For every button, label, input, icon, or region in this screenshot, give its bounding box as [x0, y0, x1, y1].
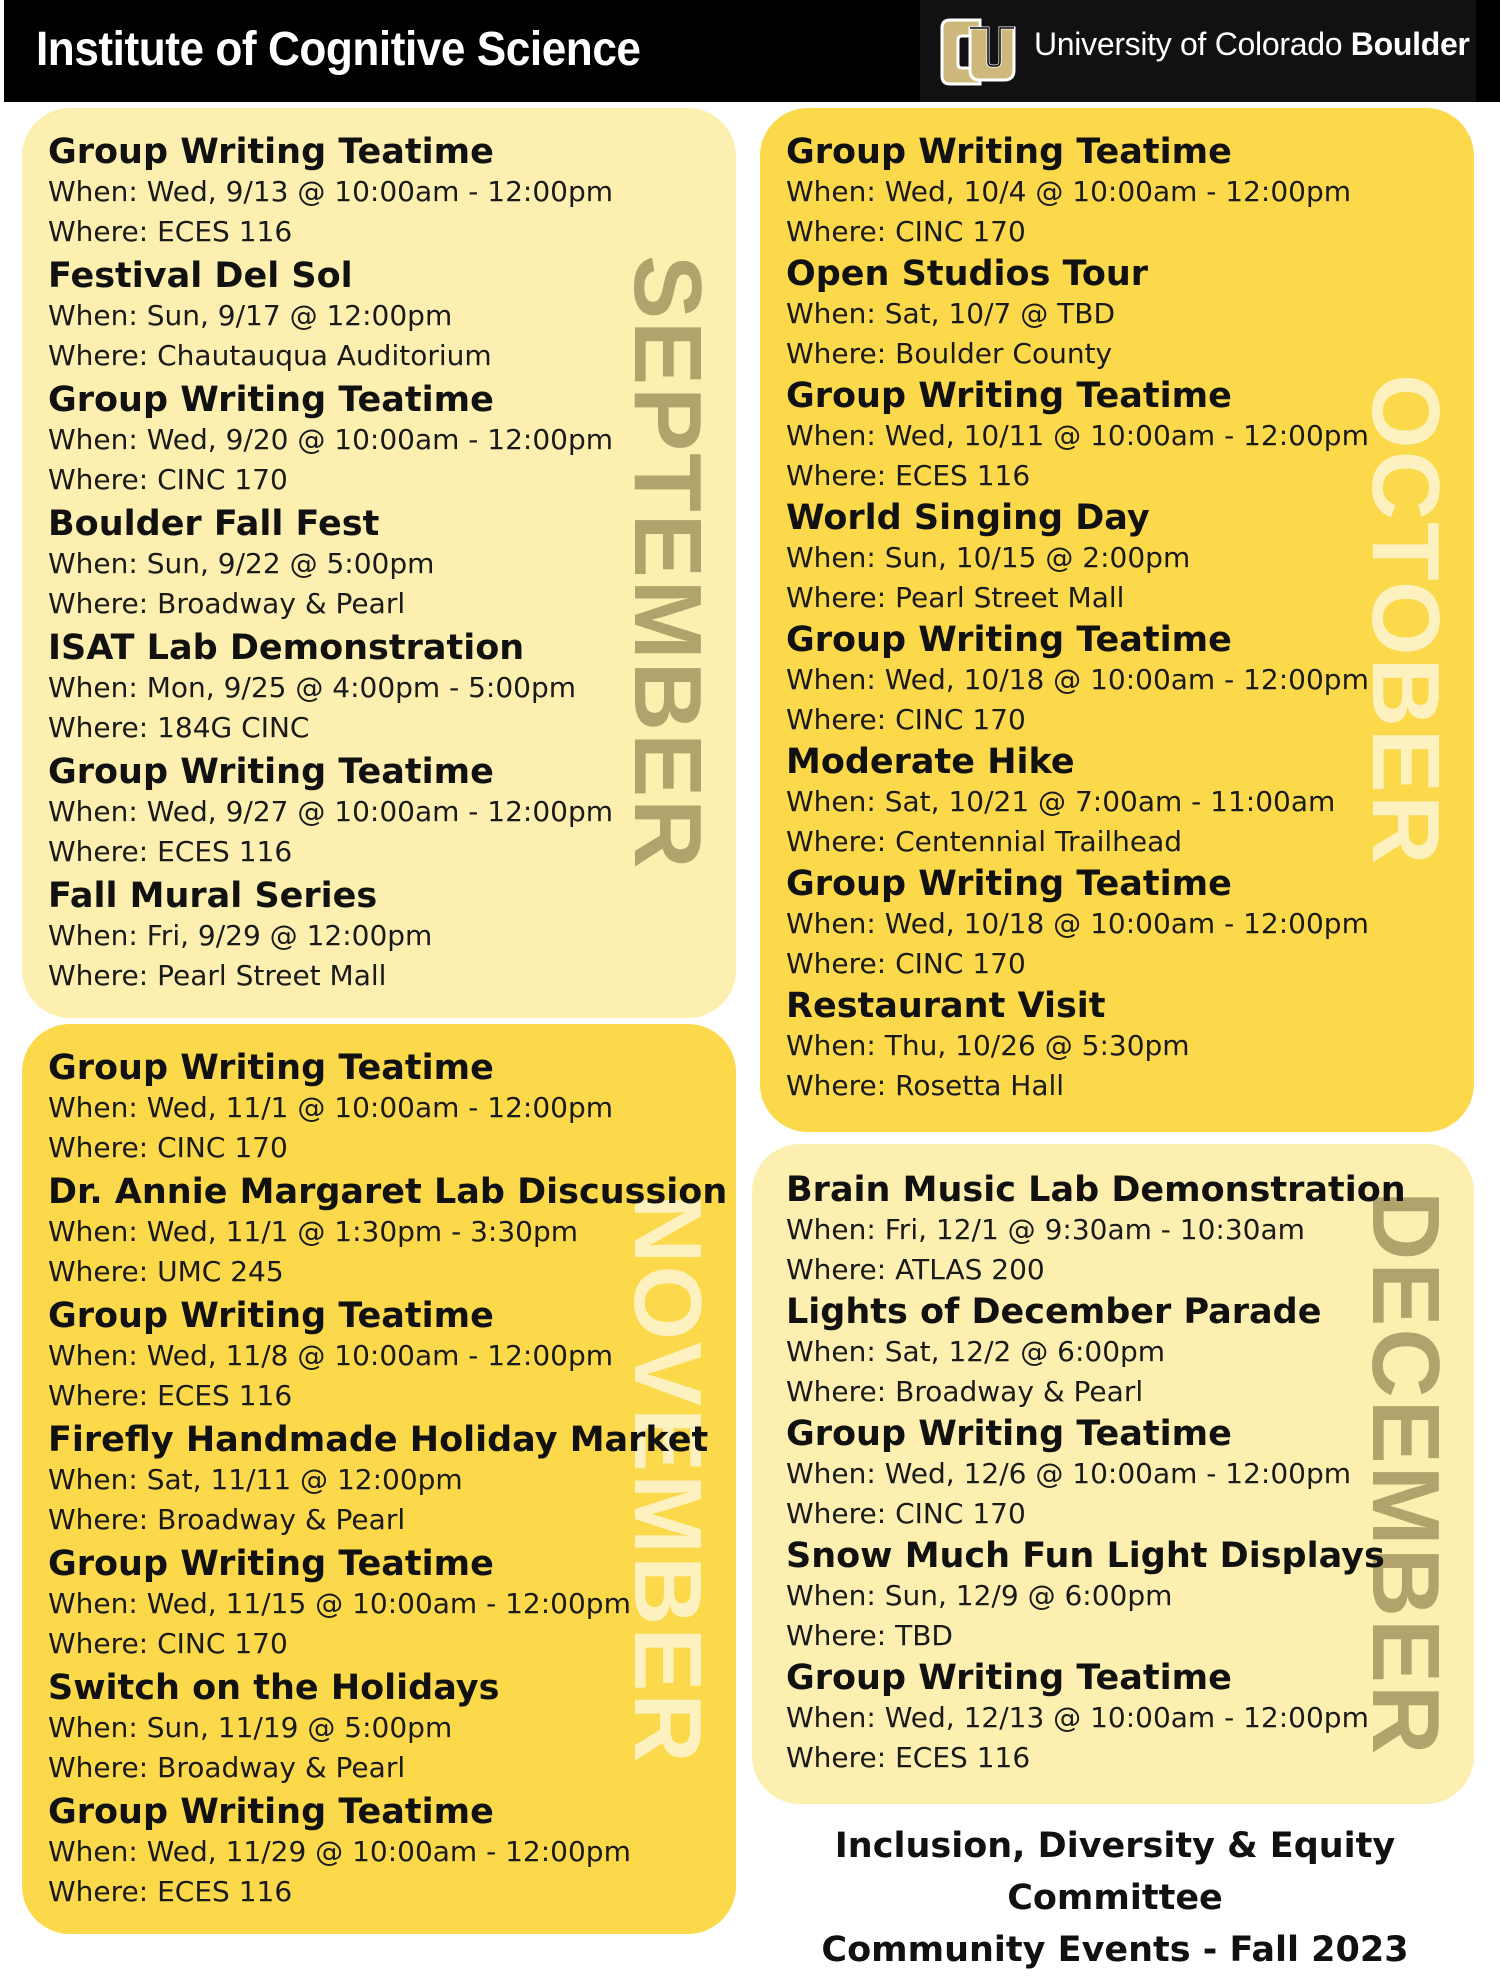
month-label-september: SEPTEMBER [614, 255, 721, 871]
event [48, 380, 613, 500]
event [48, 132, 613, 252]
event-title: Group Writing Teatime [786, 1414, 1232, 1454]
event-where: Where: CINC 170 [786, 1497, 1026, 1530]
event-when: When: Wed, 9/20 @ 10:00am - 12:00pm [48, 423, 614, 456]
event-where: Where: Broadway & Pearl [48, 1751, 406, 1784]
event [786, 1658, 1369, 1778]
event-where: Where: CINC 170 [786, 703, 1026, 736]
event-when: When: Sun, 12/9 @ 6:00pm [786, 1579, 1173, 1612]
event-title: Snow Much Fun Light Displays [786, 1536, 1385, 1576]
september-card [22, 108, 736, 1018]
event-title: Open Studios Tour [786, 254, 1149, 294]
university-name-regular: University of Colorado [1034, 26, 1351, 62]
event-when: When: Sun, 10/15 @ 2:00pm [786, 541, 1191, 574]
event-when: When: Wed, 11/1 @ 10:00am - 12:00pm [48, 1091, 614, 1124]
event [48, 1668, 499, 1788]
event-where: Where: Chautauqua Auditorium [48, 339, 492, 372]
event-title: Boulder Fall Fest [48, 504, 380, 544]
event-where: Where: ECES 116 [48, 1379, 293, 1412]
event [786, 498, 1190, 618]
event-title: Group Writing Teatime [48, 752, 494, 792]
event-when: When: Wed, 12/6 @ 10:00am - 12:00pm [786, 1457, 1352, 1490]
event-where: Where: TBD [786, 1619, 953, 1652]
event [786, 864, 1369, 984]
event-where: Where: Centennial Trailhead [786, 825, 1183, 858]
event-title: ISAT Lab Demonstration [48, 628, 525, 668]
event-where: Where: CINC 170 [48, 1627, 288, 1660]
event [48, 1048, 613, 1168]
event [48, 504, 434, 624]
event-when: When: Wed, 11/1 @ 1:30pm - 3:30pm [48, 1215, 579, 1248]
event-where: Where: ECES 116 [48, 1875, 293, 1908]
event-where: Where: UMC 245 [48, 1255, 284, 1288]
event-title: Group Writing Teatime [786, 620, 1232, 660]
event-when: When: Wed, 10/18 @ 10:00am - 12:00pm [786, 663, 1369, 696]
header-bar [0, 0, 1500, 102]
event [48, 1420, 708, 1540]
event [786, 742, 1335, 862]
event [48, 256, 492, 376]
event-where: Where: Boulder County [786, 337, 1113, 370]
university-name-bold: Boulder [1350, 26, 1470, 62]
event-when: When: Sat, 11/11 @ 12:00pm [48, 1463, 463, 1496]
event-when: When: Wed, 11/8 @ 10:00am - 12:00pm [48, 1339, 614, 1372]
event-title: Moderate Hike [786, 742, 1075, 782]
event [786, 1414, 1351, 1534]
event-when: When: Wed, 10/11 @ 10:00am - 12:00pm [786, 419, 1369, 452]
event-when: When: Sat, 10/21 @ 7:00am - 11:00am [786, 785, 1336, 818]
event-title: Brain Music Lab Demonstration [786, 1170, 1406, 1210]
event-title: Dr. Annie Margaret Lab Discussion [48, 1172, 728, 1212]
event-where: Where: 184G CINC [48, 711, 310, 744]
event-title: Festival Del Sol [48, 256, 353, 296]
event [786, 620, 1369, 740]
event-when: When: Thu, 10/26 @ 5:30pm [786, 1029, 1190, 1062]
event [786, 132, 1351, 252]
event-title: Group Writing Teatime [48, 1296, 494, 1336]
month-label-december: DECEMBER [1352, 1191, 1459, 1757]
event-where: Where: ECES 116 [786, 459, 1031, 492]
event-when: When: Wed, 10/4 @ 10:00am - 12:00pm [786, 175, 1352, 208]
event-when: When: Mon, 9/25 @ 4:00pm - 5:00pm [48, 671, 577, 704]
event [48, 876, 432, 996]
event-where: Where: CINC 170 [48, 463, 288, 496]
footer-committee-name: Inclusion, Diversity & Equity Committee [834, 1826, 1396, 1918]
institute-title: Institute of Cognitive Science [36, 23, 641, 76]
month-label-october: OCTOBER [1352, 373, 1459, 867]
event-where: Where: CINC 170 [48, 1131, 288, 1164]
event-when: When: Sat, 12/2 @ 6:00pm [786, 1335, 1166, 1368]
event-title: Group Writing Teatime [786, 864, 1232, 904]
event-title: World Singing Day [786, 498, 1150, 538]
university-name [1034, 26, 1470, 63]
event-when: When: Wed, 10/18 @ 10:00am - 12:00pm [786, 907, 1369, 940]
committee-footer [740, 1820, 1490, 1976]
event [786, 1292, 1321, 1412]
month-label-november: NOVEMBER [614, 1193, 721, 1765]
event-when: When: Wed, 11/29 @ 10:00am - 12:00pm [48, 1835, 631, 1868]
october-card [760, 108, 1474, 1132]
event [48, 1172, 727, 1292]
event-where: Where: Pearl Street Mall [48, 959, 387, 992]
event-title: Group Writing Teatime [48, 1544, 494, 1584]
event-title: Firefly Handmade Holiday Market [48, 1420, 709, 1460]
event-when: When: Sat, 10/7 @ TBD [786, 297, 1115, 330]
december-card [752, 1144, 1474, 1804]
event [786, 1536, 1385, 1656]
november-card [22, 1024, 736, 1934]
event-title: Fall Mural Series [48, 876, 378, 916]
event-when: When: Wed, 12/13 @ 10:00am - 12:00pm [786, 1701, 1369, 1734]
event-when: When: Sun, 11/19 @ 5:00pm [48, 1711, 453, 1744]
event-where: Where: ECES 116 [786, 1741, 1031, 1774]
event-title: Group Writing Teatime [48, 1048, 494, 1088]
event [786, 254, 1148, 374]
event-title: Group Writing Teatime [48, 132, 494, 172]
event [48, 752, 613, 872]
event-title: Group Writing Teatime [48, 1792, 494, 1832]
event [786, 986, 1190, 1106]
event-when: When: Fri, 12/1 @ 9:30am - 10:30am [786, 1213, 1305, 1246]
event [786, 1170, 1406, 1290]
event [48, 1792, 631, 1912]
event-where: Where: CINC 170 [786, 947, 1026, 980]
event-when: When: Sun, 9/22 @ 5:00pm [48, 547, 435, 580]
header-accent-bar [0, 0, 4, 102]
event-where: Where: Rosetta Hall [786, 1069, 1065, 1102]
event [48, 628, 576, 748]
event-title: Group Writing Teatime [786, 132, 1232, 172]
event-where: Where: ATLAS 200 [786, 1253, 1045, 1286]
event-where: Where: Pearl Street Mall [786, 581, 1125, 614]
event-title: Switch on the Holidays [48, 1668, 500, 1708]
event-title: Restaurant Visit [786, 986, 1106, 1026]
university-brand [920, 0, 1476, 102]
event [48, 1544, 631, 1664]
event-when: When: Sun, 9/17 @ 12:00pm [48, 299, 453, 332]
event-where: Where: Broadway & Pearl [786, 1375, 1144, 1408]
event [48, 1296, 613, 1416]
event-title: Lights of December Parade [786, 1292, 1322, 1332]
event-where: Where: Broadway & Pearl [48, 587, 406, 620]
footer-events-title: Community Events - Fall 2023 [821, 1930, 1409, 1970]
event [786, 376, 1369, 496]
event-title: Group Writing Teatime [48, 380, 494, 420]
event-where: Where: Broadway & Pearl [48, 1503, 406, 1536]
event-title: Group Writing Teatime [786, 376, 1232, 416]
event-when: When: Fri, 9/29 @ 12:00pm [48, 919, 433, 952]
event-when: When: Wed, 11/15 @ 10:00am - 12:00pm [48, 1587, 631, 1620]
event-where: Where: ECES 116 [48, 835, 293, 868]
event-when: When: Wed, 9/27 @ 10:00am - 12:00pm [48, 795, 614, 828]
event-where: Where: CINC 170 [786, 215, 1026, 248]
event-when: When: Wed, 9/13 @ 10:00am - 12:00pm [48, 175, 614, 208]
cu-logo-icon [936, 12, 1018, 92]
event-title: Group Writing Teatime [786, 1658, 1232, 1698]
event-where: Where: ECES 116 [48, 215, 293, 248]
